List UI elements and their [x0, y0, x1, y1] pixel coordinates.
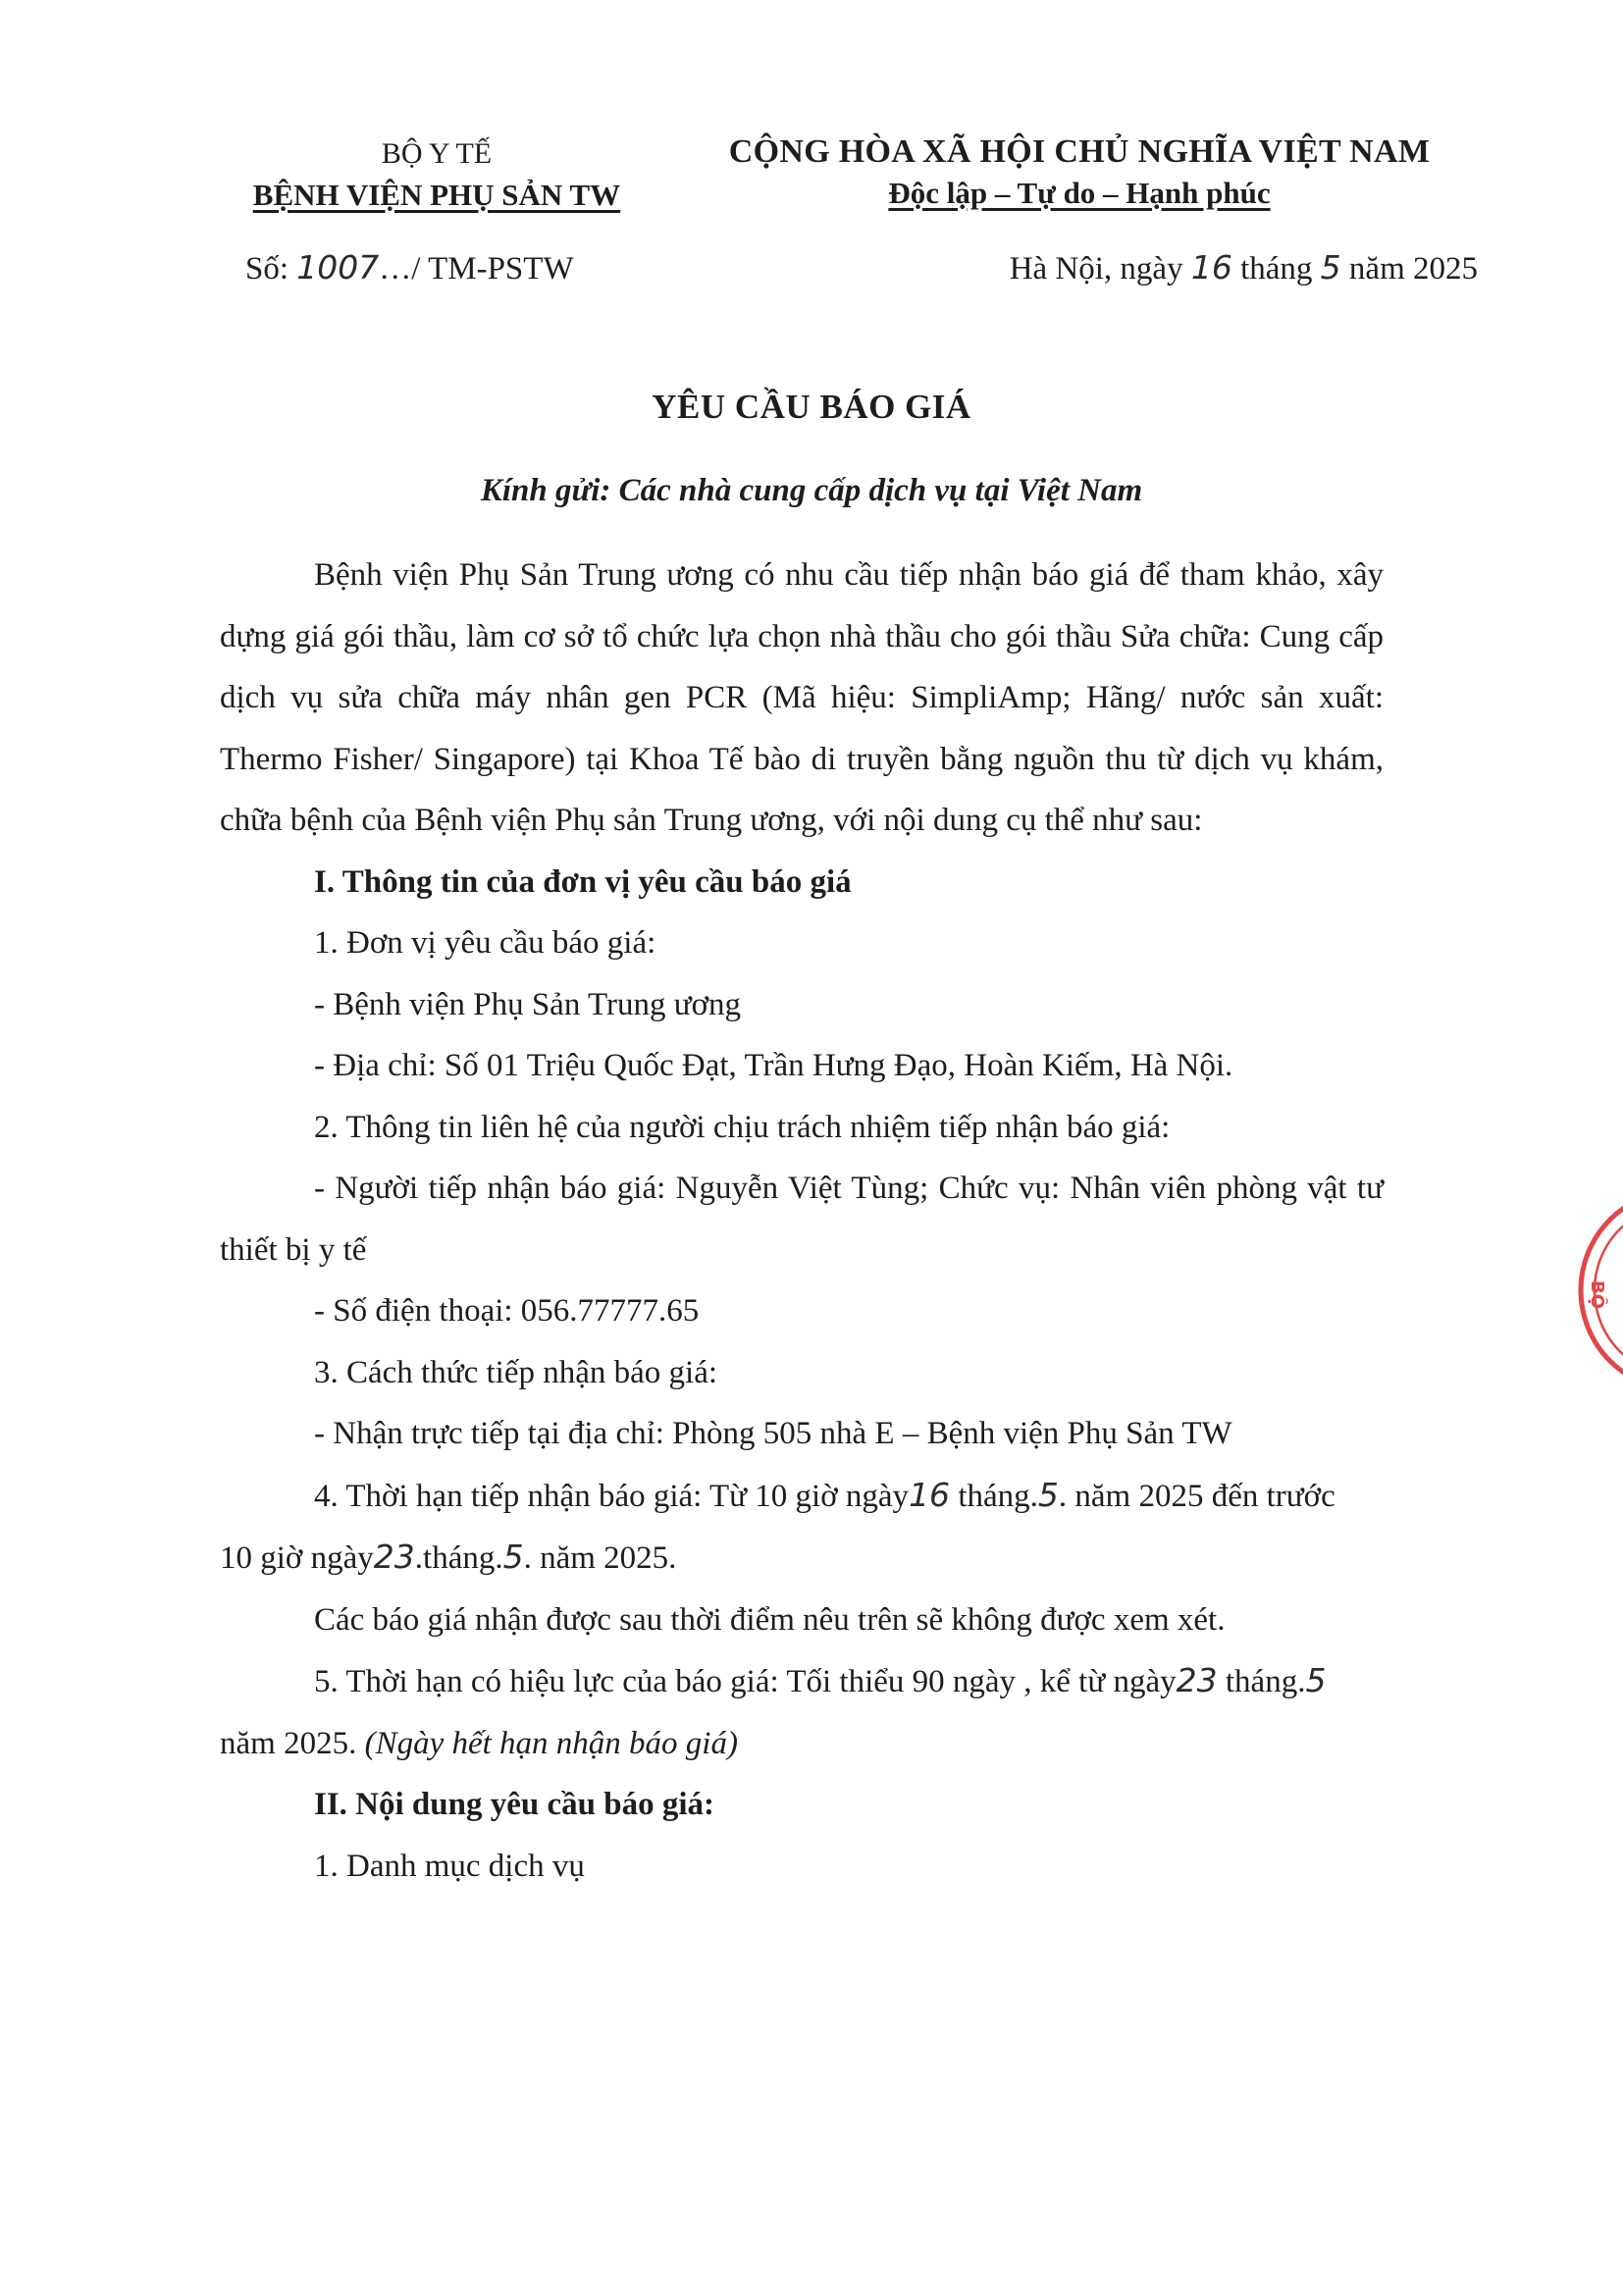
national-header — [677, 130, 1482, 213]
red-stamp-fragment — [1568, 1173, 1623, 1408]
date-day-handwritten: 16 — [1190, 248, 1232, 287]
document-title: YÊU CẦU BÁO GIÁ — [652, 388, 971, 426]
validity-day-handwritten: 23 — [1176, 1661, 1218, 1699]
section-1-item-1: 1. Đơn vị yêu cầu báo giá: — [314, 925, 656, 961]
period-text-d: 10 giờ ngày — [220, 1540, 374, 1576]
period-month-2-handwritten: 5 — [502, 1538, 524, 1576]
late-submission-note: Các báo giá nhận được sau thời điểm nêu trên sẽ không được xem xét. — [314, 1601, 1226, 1638]
validity-text-b: tháng. — [1217, 1664, 1306, 1699]
period-text-a: 4. Thời hạn tiếp nhận báo giá: Từ 10 giờ ngày — [314, 1478, 910, 1514]
doc-number-suffix: …/ TM-PSTW — [379, 251, 574, 287]
period-text-e: .tháng. — [414, 1540, 503, 1576]
section-1-item-3: 3. Cách thức tiếp nhận báo giá: — [314, 1354, 718, 1390]
period-text-b: tháng. — [950, 1478, 1038, 1514]
period-text-f: . năm 2025. — [523, 1540, 677, 1576]
date-month-handwritten: 5 — [1320, 248, 1341, 287]
section-1-item-2: 2. Thông tin liên hệ của người chịu trách nhiệm tiếp nhận báo giá: — [314, 1109, 1171, 1145]
contact-phone: - Số điện thoại: 056.77777.65 — [314, 1293, 700, 1329]
period-text-c: . năm 2025 đến trước — [1058, 1478, 1335, 1514]
submission-period-line-1 — [220, 1465, 1384, 1528]
period-month-1-handwritten: 5 — [1037, 1475, 1059, 1514]
submission-period-line-2 — [220, 1527, 1384, 1590]
doc-number-prefix: Số: — [245, 251, 289, 287]
country-name: CỘNG HÒA XÃ HỘI CHỦ NGHĨA VIỆT NAM — [728, 133, 1431, 170]
national-motto: Độc lập – Tự do – Hạnh phúc — [888, 176, 1271, 210]
validity-text-a: 5. Thời hạn có hiệu lực của báo giá: Tối thiểu 90 ngày , kể từ ngày — [314, 1664, 1177, 1699]
period-day-2-handwritten: 23 — [373, 1538, 415, 1576]
unit-address: - Địa chỉ: Số 01 Triệu Quốc Đạt, Trần Hưng Đạo, Hoàn Kiếm, Hà Nội. — [314, 1048, 1233, 1083]
hospital-name: BỆNH VIỆN PHỤ SẢN TW — [252, 178, 621, 212]
contact-person: - Người tiếp nhận báo giá: Nguyễn Việt Tùng; Chức vụ: Nhân viên phòng vật tư thiết bị y tế — [220, 1171, 1384, 1268]
document-number — [245, 248, 574, 287]
intro-paragraph: Bệnh viện Phụ Sản Trung ương có nhu cầu tiếp nhận báo giá để tham khảo, xây dựng giá gói thầu, làm cơ sở tổ chức lựa chọn nhà thầu cho gói thầu Sửa chữa: Cung cấp dịch vụ sửa chữa máy nhân gen PCR (Mã hiệu: SimpliAmp; Hãng/ nước sản xuất: Thermo Fisher/ Singapore) tại Khoa Tế bào di truyền bằng nguồn thu từ dịch vụ khám, chữa bệnh của Bệnh viện Phụ sản Trung ương, với nội dung cụ thể như sau: — [220, 557, 1384, 838]
doc-number-handwritten: 1007 — [296, 248, 380, 287]
receive-method: - Nhận trực tiếp tại địa chỉ: Phòng 505 nhà E – Bệnh viện Phụ Sản TW — [314, 1416, 1232, 1451]
validity-line-2 — [220, 1713, 1384, 1775]
validity-year: năm 2025. — [220, 1725, 357, 1761]
validity-note: (Ngày hết hạn nhận báo giá) — [364, 1725, 738, 1761]
validity-month-handwritten: 5 — [1305, 1661, 1327, 1699]
ministry-name: BỘ Y TẾ — [381, 137, 493, 170]
date-month-label: tháng — [1240, 251, 1313, 287]
requesting-unit: - Bệnh viện Phụ Sản Trung ương — [314, 986, 742, 1022]
section-2-item-1: 1. Danh mục dịch vụ — [314, 1848, 585, 1884]
stamp-text-fragment: BỘ — [1587, 1280, 1607, 1310]
date-prefix: Hà Nội, ngày — [1009, 251, 1183, 287]
date-year: năm 2025 — [1348, 251, 1478, 287]
section-2-heading: II. Nội dung yêu cầu báo giá: — [314, 1787, 715, 1822]
validity-line-1 — [220, 1650, 1384, 1713]
issue-date — [1010, 248, 1478, 287]
recipient-line: Kính gửi: Các nhà cung cấp dịch vụ tại Việt Nam — [480, 473, 1143, 508]
document-body — [220, 545, 1384, 1897]
period-day-1-handwritten: 16 — [909, 1475, 951, 1514]
issuer-block — [221, 132, 653, 215]
section-1-heading: I. Thông tin của đơn vị yêu cầu báo giá — [314, 863, 852, 900]
